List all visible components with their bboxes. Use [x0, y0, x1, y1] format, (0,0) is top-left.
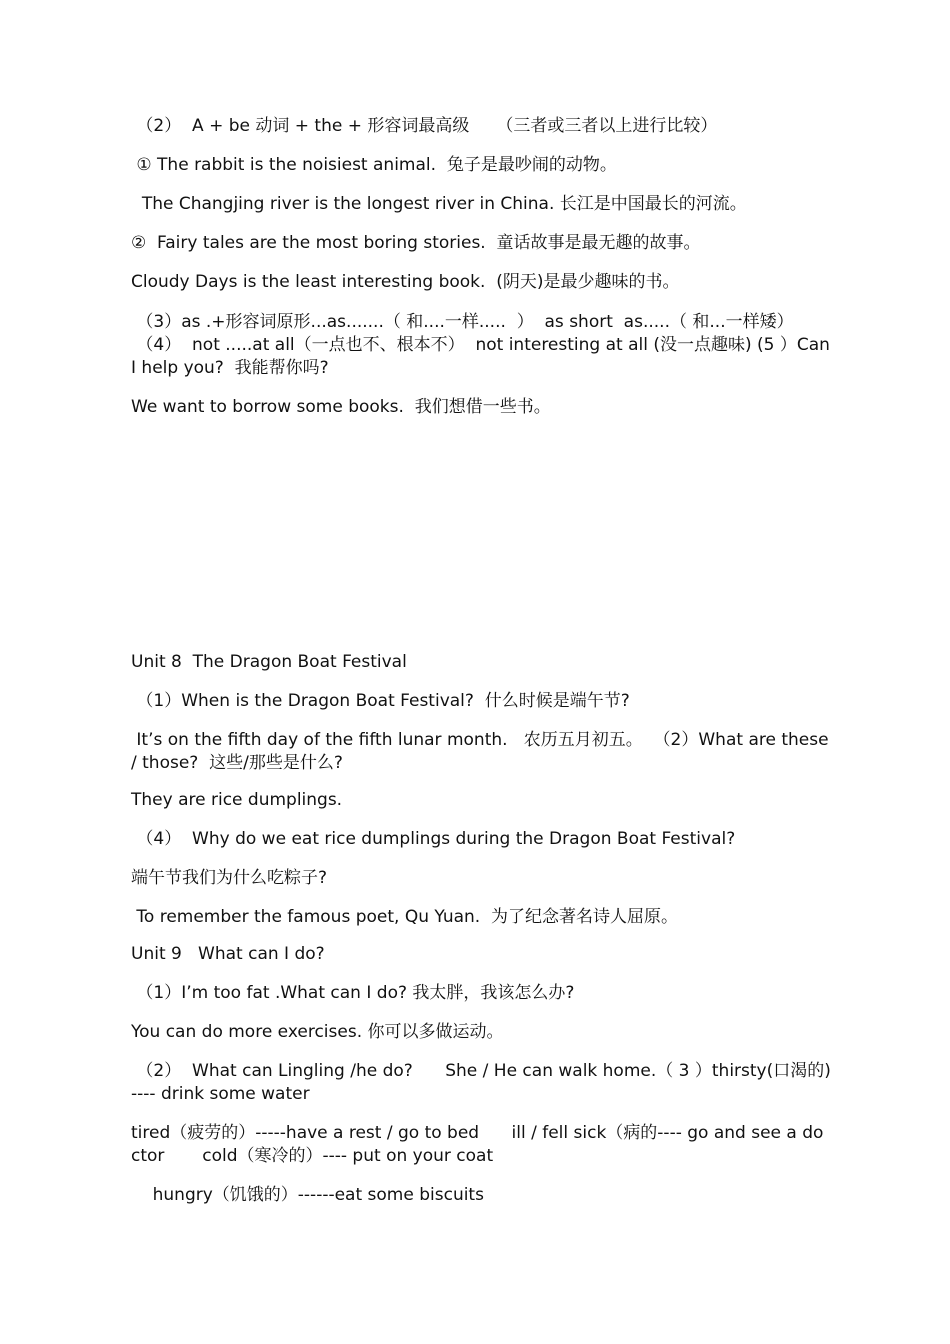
- unit-8-title: Unit 8 The Dragon Boat Festival: [131, 652, 407, 672]
- hungry-biscuits: hungry（饥饿的）------eat some biscuits: [131, 1185, 484, 1205]
- example-cloudy-days: Cloudy Days is the least interesting book. (阴天)是最少趣味的书。: [131, 272, 680, 292]
- tired-ill-cold: tired（疲劳的）-----have a rest / go to bed ill / fell sick（病的---- go and see a doctor cold（寒冷的）---- put on your coat: [131, 1123, 824, 1166]
- as-as-rule: （3）as .+形容词原形...as.......（ 和....一样..... ） as short as.....（ 和...一样矮）: [131, 312, 794, 332]
- question-why-eat: （4） Why do we eat rice dumplings during the Dragon Boat Festival?: [131, 829, 736, 849]
- question-why-eat-chinese: 端午节我们为什么吃粽子?: [131, 868, 328, 888]
- lingling-walk-home: （2） What can Lingling /he do? She / He can walk home.（ 3 ）thirsty(口渴的)---- drink some water: [131, 1061, 831, 1104]
- unit-9-title: Unit 9 What can I do?: [131, 944, 325, 964]
- answer-fifth-day: It’s on the fifth day of the fifth lunar month. 农历五月初五。 （2）What are these / those? 这些/那些是什么?: [131, 730, 834, 773]
- example-changjing-river: The Changjing river is the longest river in China. 长江是中国最长的河流。: [131, 194, 747, 214]
- not-at-all-rule: （4） not .....at all（一点也不、根本不） not interesting at all (没一点趣味) (5 ）Can I help you? 我能帮你吗?: [131, 335, 836, 378]
- example-borrow-books: We want to borrow some books. 我们想借一些书。: [131, 397, 551, 417]
- example-rabbit: ① The rabbit is the noisiest animal. 兔子是最吵闹的动物。: [131, 155, 617, 175]
- answer-more-exercises: You can do more exercises. 你可以多做运动。: [131, 1022, 504, 1042]
- question-dragon-boat-when: （1）When is the Dragon Boat Festival? 什么时候是端午节?: [131, 691, 630, 711]
- superlative-rule-heading: （2） A + be 动词 + the + 形容词最高级 （三者或三者以上进行比较）: [131, 116, 718, 136]
- example-fairy-tales: ② Fairy tales are the most boring stories. 童话故事是最无趣的故事。: [131, 233, 701, 253]
- question-too-fat: （1）I’m too fat .What can I do? 我太胖，我该怎么办?: [131, 983, 575, 1003]
- answer-rice-dumplings: They are rice dumplings.: [131, 790, 343, 810]
- answer-qu-yuan: To remember the famous poet, Qu Yuan. 为了纪念著名诗人屈原。: [131, 907, 678, 927]
